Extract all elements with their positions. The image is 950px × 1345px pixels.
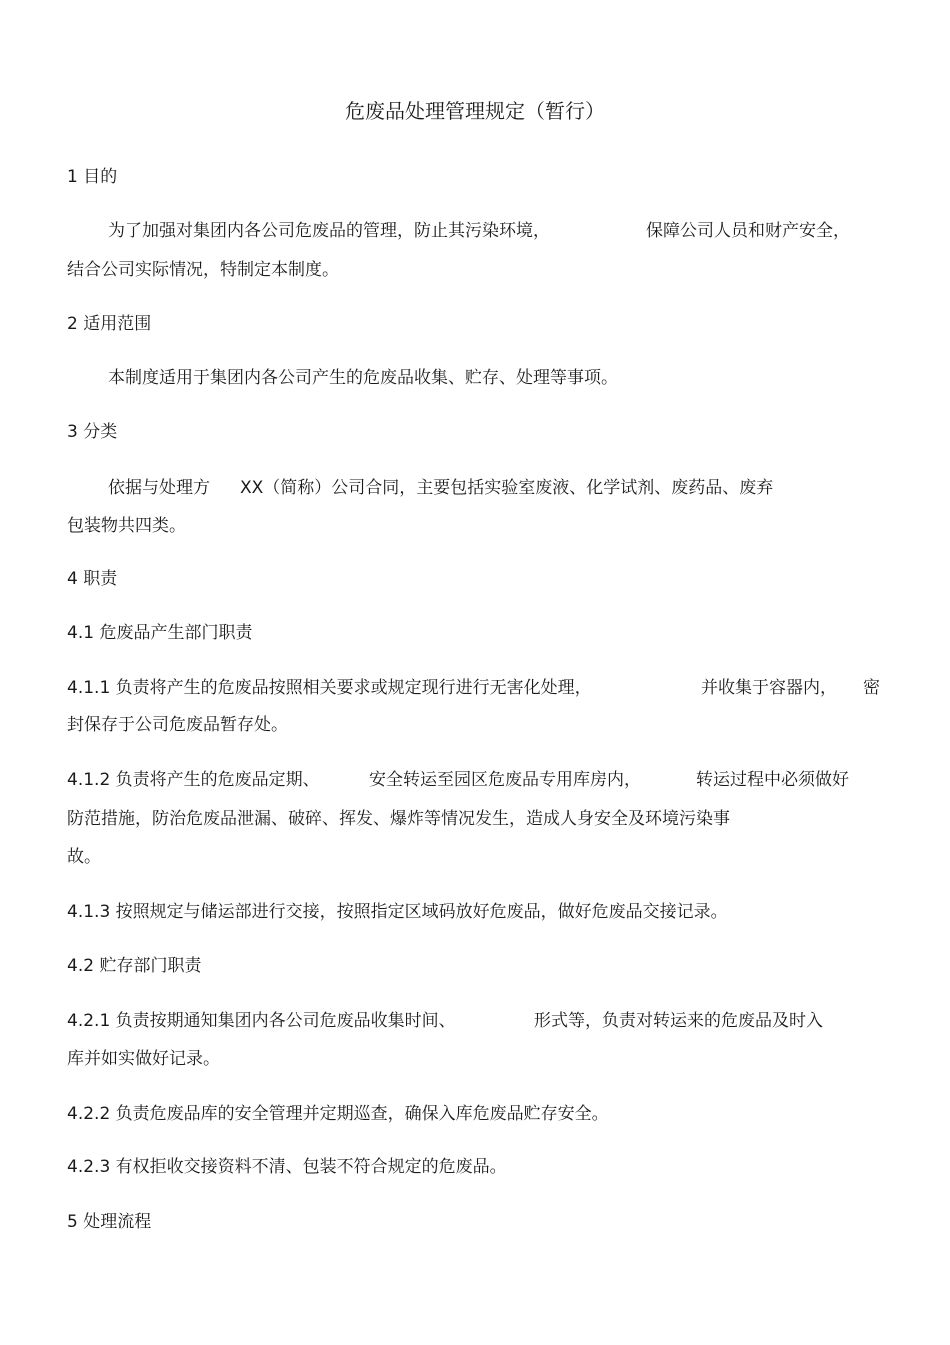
- section-3-paragraph-line-1b: XX（简称）公司合同，主要包括实验室废液、化学试剂、废药品、废弃: [240, 478, 774, 498]
- section-5-heading: 5 处理流程: [67, 1212, 152, 1232]
- section-1-paragraph-line-1b: 保障公司人员和财产安全，: [646, 221, 850, 241]
- item-4-1-3: 4.1.3 按照规定与储运部进行交接，按照指定区域码放好危废品，做好危废品交接记录。: [67, 902, 728, 922]
- section-4-1-heading: 4.1 危废品产生部门职责: [67, 623, 253, 643]
- section-4-2-heading: 4.2 贮存部门职责: [67, 956, 202, 976]
- section-1-heading: 1 目的: [67, 167, 118, 187]
- item-4-1-2-line-1b: 安全转运至园区危废品专用库房内，: [369, 770, 641, 790]
- item-4-1-1-line-1c: 密: [863, 678, 880, 698]
- item-4-2-1-line-1b: 形式等，负责对转运来的危废品及时入: [534, 1011, 823, 1031]
- item-4-1-1-line-2: 封保存于公司危废品暂存处。: [67, 715, 288, 735]
- section-2-heading: 2 适用范围: [67, 314, 152, 334]
- item-4-1-1-line-1b: 并收集于容器内，: [701, 678, 837, 698]
- item-4-2-2: 4.2.2 负责危废品库的安全管理并定期巡查，确保入库危废品贮存安全。: [67, 1104, 609, 1124]
- section-3-paragraph-line-1a: 依据与处理方: [108, 478, 210, 498]
- section-4-heading: 4 职责: [67, 569, 118, 589]
- item-4-1-2-line-1c: 转运过程中必须做好: [696, 770, 849, 790]
- section-1-paragraph-line-2: 结合公司实际情况，特制定本制度。: [67, 260, 339, 280]
- item-4-1-2-line-1a: 4.1.2 负责将产生的危废品定期、: [67, 770, 320, 790]
- item-4-2-3: 4.2.3 有权拒收交接资料不清、包装不符合规定的危废品。: [67, 1157, 507, 1177]
- item-4-1-2-line-2: 防范措施，防治危废品泄漏、破碎、挥发、爆炸等情况发生，造成人身安全及环境污染事: [67, 809, 730, 829]
- item-4-2-1-line-1a: 4.2.1 负责按期通知集团内各公司危废品收集时间、: [67, 1011, 456, 1031]
- section-2-paragraph: 本制度适用于集团内各公司产生的危废品收集、贮存、处理等事项。: [108, 368, 618, 388]
- section-3-heading: 3 分类: [67, 422, 118, 442]
- document-title: 危废品处理管理规定（暂行）: [345, 99, 605, 123]
- item-4-1-2-line-3: 故。: [67, 847, 101, 867]
- section-1-paragraph-line-1a: 为了加强对集团内各公司危废品的管理，防止其污染环境，: [108, 221, 550, 241]
- section-3-paragraph-line-2: 包装物共四类。: [67, 516, 186, 536]
- item-4-2-1-line-2: 库并如实做好记录。: [67, 1049, 220, 1069]
- item-4-1-1-line-1a: 4.1.1 负责将产生的危废品按照相关要求或规定现行进行无害化处理，: [67, 678, 592, 698]
